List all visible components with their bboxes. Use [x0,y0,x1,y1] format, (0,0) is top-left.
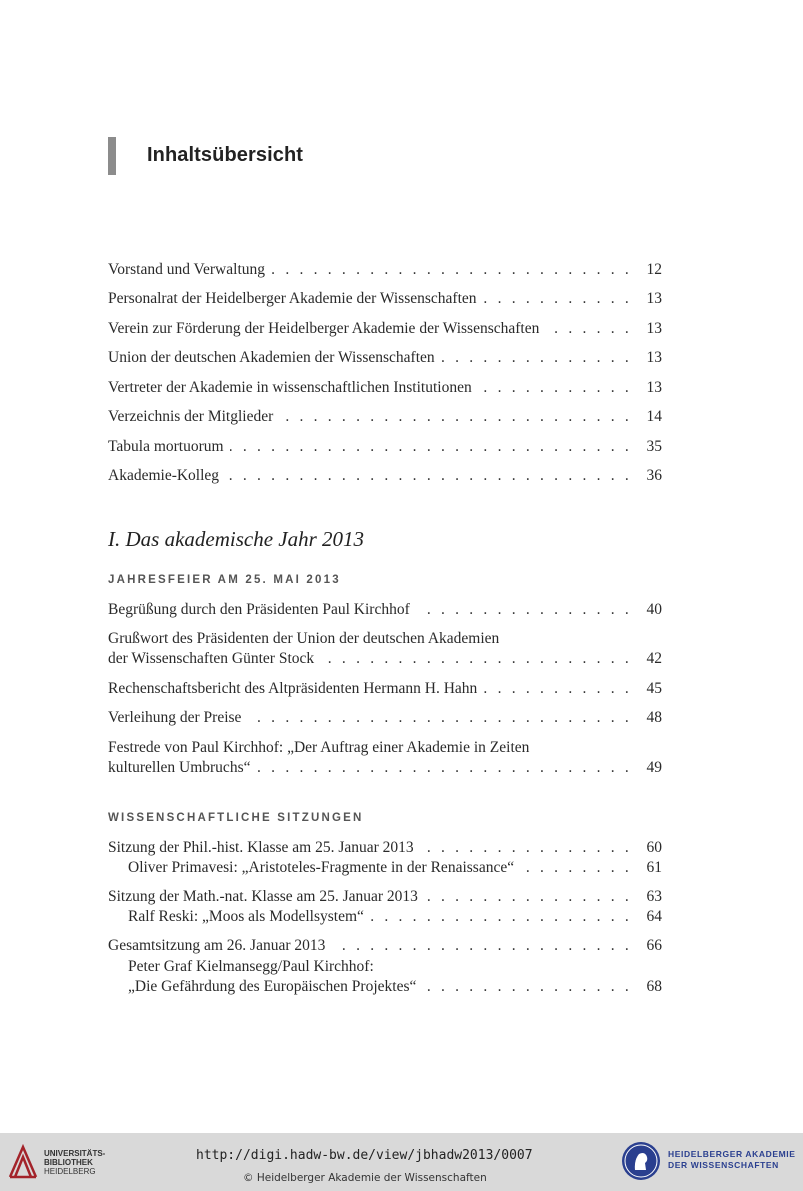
toc-entry-title: Vorstand und Verwaltung [108,261,265,278]
university-library-name [44,1149,105,1176]
dot-leader [520,858,632,878]
toc-entry-title: Sitzung der Math.-nat. Klasse am 25. Januar 2013 [108,888,418,905]
toc-entry-title: Gesamtsitzung am 26. Januar 2013 [108,937,326,954]
toc-entry-page: 49 [646,759,662,776]
toc-entry[interactable] [108,738,662,778]
toc-entry-page: 42 [646,650,662,667]
toc-entry-page: 60 [646,839,662,856]
toc-entry[interactable] [108,466,662,486]
toc-entry[interactable] [108,319,662,339]
toc-entry-title: Oliver Primavesi: „Aristoteles-Fragmente in der Renaissance“ [128,859,515,876]
toc-entry-page: 14 [646,408,662,425]
toc-entry-title: kulturellen Umbruchs“ [108,759,251,776]
dot-leader [320,649,632,669]
dot-leader [279,407,632,427]
toc-entry-title: Verein zur Förderung der Heidelberger Akademie der Wissenschaften [108,320,540,337]
dot-leader [424,887,632,907]
academy-name [668,1149,796,1171]
toc-entry-title: Sitzung der Phil.-hist. Klasse am 25. Januar 2013 [108,839,414,856]
academy-seal-logo-icon [620,1140,662,1182]
toc-entry-title: Verzeichnis der Mitglieder [108,408,274,425]
dot-leader [331,936,632,956]
toc-entry-page: 13 [646,379,662,396]
dot-leader [483,679,632,699]
dot-leader [422,977,632,997]
toc-entry-title: Vertreter der Akademie in wissenschaftlichen Institutionen [108,379,472,396]
section-label: JAHRESFEIER AM 25. MAI 2013 [108,574,341,586]
toc-entry[interactable] [108,887,662,907]
dot-leader [230,437,632,457]
toc-entry-title: Begrüßung durch den Präsidenten Paul Kirchhof [108,601,410,618]
toc-entry[interactable] [108,600,662,620]
academy-name-line: HEIDELBERGER AKADEMIE [668,1149,796,1159]
academy-name-line: DER WISSENSCHAFTEN [668,1160,779,1170]
toc-entry[interactable] [108,936,662,956]
toc-entry-title: Verleihung der Preise [108,709,242,726]
toc-entry[interactable] [108,838,662,858]
toc-entry-page: 61 [646,859,662,876]
toc-entry-page: 45 [646,680,662,697]
toc-entry[interactable] [108,629,662,669]
toc-subentry[interactable] [108,907,662,927]
copyright-notice: © Heidelberger Akademie der Wissenschaften [243,1172,487,1184]
toc-entry-page: 68 [646,978,662,995]
toc-entry-page: 12 [646,261,662,278]
ub-line: UNIVERSITÄTS- [44,1149,106,1158]
heading-accent-bar [108,137,116,175]
dot-leader [545,319,632,339]
ub-line: HEIDELBERG [44,1167,96,1176]
dot-leader [478,378,632,398]
toc-entry-title-line1: Grußwort des Präsidenten der Union der deutschen Akademien [108,630,500,647]
source-url-link[interactable]: http://digi.hadw-bw.de/view/jbhadw2013/0007 [196,1148,533,1163]
toc-entry-page: 13 [646,290,662,307]
toc-entry[interactable] [108,708,662,728]
toc-subentry[interactable] [108,858,662,878]
toc-entry-title: Ralf Reski: „Moos als Modellsystem“ [128,908,364,925]
toc-entry-page: 13 [646,349,662,366]
toc-subentry[interactable] [108,957,662,997]
toc-entry-page: 48 [646,709,662,726]
dot-leader [416,600,632,620]
toc-entry-page: 35 [646,438,662,455]
dot-leader [271,260,632,280]
dot-leader [256,758,632,778]
toc-entry-title: Rechenschaftsbericht des Altpräsidenten Hermann H. Hahn [108,680,478,697]
toc-entry-title-line1: Peter Graf Kielmansegg/Paul Kirchhof: [128,958,374,975]
toc-entry[interactable] [108,260,662,280]
toc-entry[interactable] [108,407,662,427]
toc-entry-page: 66 [646,937,662,954]
toc-entry-title: Akademie-Kolleg [108,467,220,484]
part-title: I. Das akademische Jahr 2013 [108,527,365,551]
page-title: Inhaltsübersicht [147,144,304,166]
dot-leader [483,289,632,309]
dot-leader [441,348,632,368]
toc-entry-title: Union der deutschen Akademien der Wissenschaften [108,349,435,366]
toc-entry-title-line1: Festrede von Paul Kirchhof: „Der Auftrag einer Akademie in Zeiten [108,739,530,756]
toc-entry[interactable] [108,348,662,368]
toc-entry-page: 13 [646,320,662,337]
toc-entry-title: Tabula mortuorum [108,438,224,455]
section-label: WISSENSCHAFTLICHE SITZUNGEN [108,812,364,824]
toc-entry[interactable] [108,437,662,457]
toc-entry-title: Personalrat der Heidelberger Akademie der Wissenschaften [108,290,477,307]
dot-leader [370,907,632,927]
dot-leader [225,466,632,486]
dot-leader [420,838,632,858]
footer-bar [0,1133,803,1191]
ub-line: BIBLIOTHEK [44,1158,93,1167]
toc-entry[interactable] [108,378,662,398]
toc-entry-page: 63 [646,888,662,905]
toc-entry[interactable] [108,289,662,309]
university-library-logo-icon [8,1143,38,1179]
toc-entry-page: 40 [646,601,662,618]
toc-entry[interactable] [108,679,662,699]
toc-entry-title: der Wissenschaften Günter Stock [108,650,315,667]
dot-leader [247,708,632,728]
toc-entry-title: „Die Gefährdung des Europäischen Projektes“ [128,978,417,995]
toc-entry-page: 64 [646,908,662,925]
toc-entry-page: 36 [646,467,662,484]
